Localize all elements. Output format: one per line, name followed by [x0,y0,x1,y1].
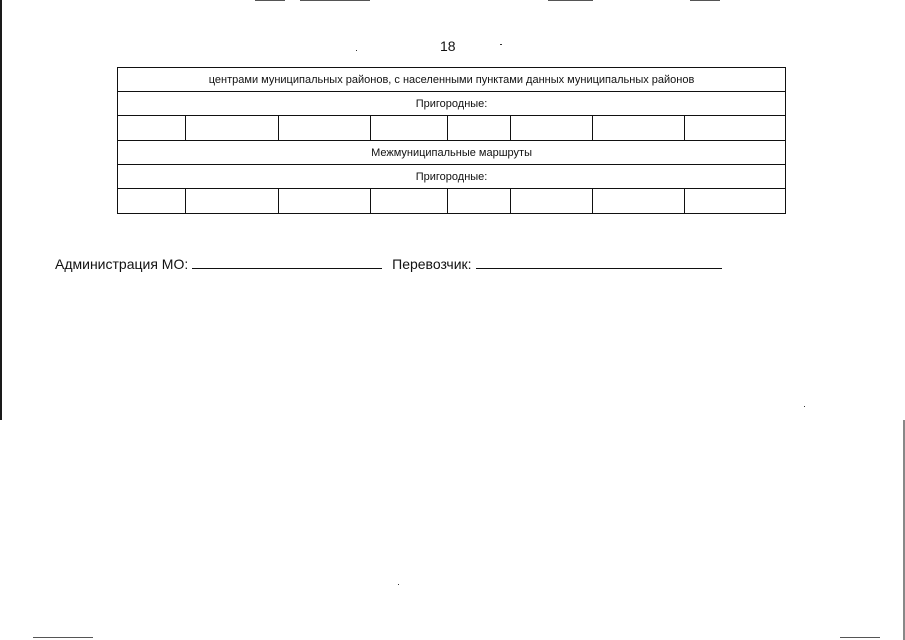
scan-bottom-mark [33,637,93,638]
table-row-intermunicipal [118,141,786,165]
table-cell [371,116,448,141]
table-cell [448,189,511,214]
table-cell-suburban-heading: Пригородные: [118,165,786,189]
scan-top-mark [255,0,285,1]
table-row-suburban-1 [118,92,786,116]
admin-signature-blank [192,254,382,269]
table-cell [279,189,371,214]
table-row-municipal-centers [118,68,786,92]
scan-top-mark [300,0,370,1]
table-cell [685,189,786,214]
scan-top-mark [548,0,593,1]
scan-speck [356,50,357,51]
table-cell [593,116,685,141]
table-row-suburban-2 [118,165,786,189]
table-cell [685,116,786,141]
table-cell-intermunicipal-heading: Межмуниципальные маршруты [118,141,786,165]
table-cell-municipal-centers: центрами муниципальных районов, с населенными пунктами данных муниципальных районов [118,68,786,92]
table-cell [186,189,279,214]
scan-speck [500,44,502,45]
table-cell [118,116,186,141]
table-cell [511,116,593,141]
table-cell [118,189,186,214]
table-cell [371,189,448,214]
carrier-signature-blank [476,254,722,269]
scan-speck [398,584,399,585]
carrier-signature-label: Перевозчик: [392,256,472,272]
table-cell [511,189,593,214]
scan-left-edge [0,0,2,420]
admin-signature-label: Администрация МО: [55,256,189,272]
table-row-empty [118,116,786,141]
table-cell [186,116,279,141]
table-cell [448,116,511,141]
table-cell [279,116,371,141]
scan-top-mark [690,0,720,1]
signature-line [55,254,722,272]
scan-bottom-mark [840,637,880,638]
route-table [117,67,786,214]
table-row-empty [118,189,786,214]
table-cell-suburban-heading: Пригородные: [118,92,786,116]
scan-speck [804,406,805,407]
page-number: 18 [440,38,456,54]
table-cell [593,189,685,214]
